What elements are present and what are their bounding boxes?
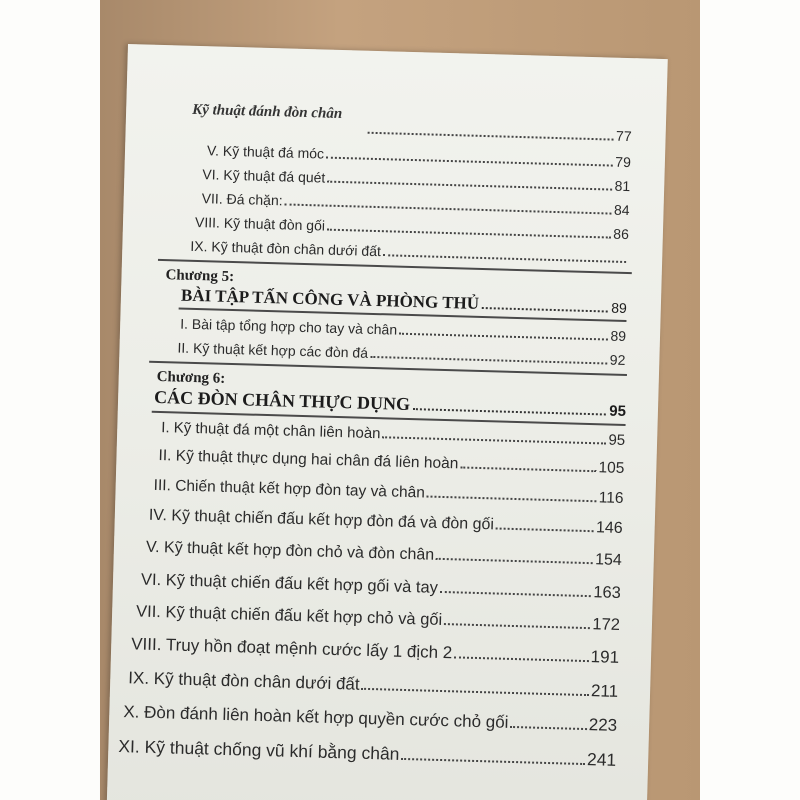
toc-row[interactable]	[146, 539, 622, 570]
toc-page-number: 241	[586, 749, 617, 770]
dot-leader	[284, 196, 612, 215]
toc-page-number: 116	[598, 489, 624, 508]
toc-page-number: 81	[614, 177, 631, 195]
toc-page-number: 89	[610, 327, 627, 345]
toc-entry-label: IV. Kỹ thuật chiến đấu kết hợp đòn đá và đòn gối	[148, 506, 495, 534]
toc-entry-label: VI. Kỹ thuật đá quét	[202, 166, 326, 186]
toc-entry-label: V. Kỹ thuật kết hợp đòn chỏ và đòn chân	[145, 538, 435, 564]
dot-leader	[327, 221, 612, 239]
chapter-5-page: 89	[611, 299, 628, 317]
dot-leader	[368, 124, 615, 141]
dot-leader	[427, 487, 597, 502]
dot-leader	[436, 549, 593, 564]
toc-row[interactable]	[123, 702, 617, 736]
dot-leader	[413, 399, 607, 415]
toc-entry-label: II. Kỹ thuật kết hợp các đòn đá	[177, 339, 369, 361]
dot-leader	[496, 519, 594, 533]
toc-row[interactable]	[202, 166, 630, 194]
dot-leader	[327, 173, 613, 191]
chapter-6-page: 95	[609, 402, 627, 421]
toc-row[interactable]	[158, 447, 624, 478]
toc-row[interactable]	[141, 571, 621, 603]
toc-page-number: 172	[592, 615, 621, 634]
dot-leader	[326, 149, 614, 167]
toc-entry-label: I. Kỹ thuật đá một chân liên hoàn	[161, 419, 381, 443]
toc-entry-label: VII. Đá chặn:	[201, 190, 283, 209]
toc-entry-label: XI. Kỹ thuật chống vũ khí bằng chân	[118, 736, 400, 764]
dot-leader	[440, 582, 592, 597]
dot-leader	[444, 614, 591, 629]
toc-entry-label: II. Kỹ thuật thực dụng hai chân đá liên hoàn	[158, 447, 459, 473]
toc-page-number: 105	[598, 459, 625, 478]
toc-entry-label: VII. Kỹ thuật chiến đấu kết hợp chỏ và gối	[135, 602, 443, 629]
chapter-6-label: Chương 6:	[156, 368, 226, 387]
toc-page-number: 92	[609, 351, 626, 369]
chapter-6-title-row[interactable]	[154, 387, 626, 421]
toc-page-number: 191	[590, 647, 620, 667]
toc-page-number: 95	[608, 431, 626, 450]
chapter-5-title: BÀI TẬP TẤN CÔNG VÀ PHÒNG THỦ	[180, 285, 480, 313]
toc-page-number: 77	[615, 127, 632, 145]
toc-entry-label: IX. Kỹ thuật đòn chân dưới đất	[128, 668, 360, 694]
toc-row-header[interactable]	[366, 121, 632, 144]
toc-entry-label: X. Đòn đánh liên hoàn kết hợp quyền cước chỏ gối	[123, 702, 509, 732]
toc-page-number: 79	[615, 153, 632, 171]
book-page	[106, 44, 668, 800]
dot-leader	[383, 247, 627, 263]
toc-entry-label: IX. Kỹ thuật đòn chân dưới đất	[190, 237, 382, 260]
toc-page-number: 211	[590, 681, 619, 701]
dot-leader	[399, 325, 609, 341]
toc-row[interactable]	[153, 477, 623, 508]
toc-row[interactable]	[180, 316, 626, 344]
section-header: Kỹ thuật đánh đòn chân	[191, 101, 343, 123]
chapter-5-label: Chương 5:	[165, 267, 235, 286]
toc-entry-label: I. Bài tập tổng hợp cho tay và chân	[179, 315, 398, 338]
toc-entry-label: VIII. Truy hồn đoạt mệnh cước lấy 1 địch 2	[130, 634, 453, 663]
toc-page-number: 86	[613, 225, 630, 243]
toc-page-number: 146	[595, 519, 623, 537]
toc-row[interactable]	[149, 507, 623, 538]
dot-leader	[382, 428, 606, 445]
toc-page-number: 163	[593, 583, 622, 602]
dot-leader	[361, 678, 589, 696]
toc-entry-label: VIII. Kỹ thuật đòn gối	[194, 213, 326, 234]
toc-row[interactable]	[136, 602, 620, 635]
toc-page-number: 154	[594, 551, 623, 569]
toc-row[interactable]	[202, 190, 630, 218]
chapter-6-title: CÁC ĐÒN CHÂN THỰC DỤNG	[153, 386, 411, 415]
toc-row[interactable]	[118, 736, 616, 771]
dot-leader	[370, 348, 608, 364]
toc-row[interactable]	[195, 214, 629, 242]
toc-entry-label: VI. Kỹ thuật chiến đấu kết hợp gối và tay	[140, 570, 439, 597]
toc-entry-label: V. Kỹ thuật đá móc	[206, 142, 325, 162]
toc-row[interactable]	[131, 634, 619, 668]
dot-leader	[401, 748, 585, 765]
dot-leader	[460, 458, 596, 472]
toc-row[interactable]	[207, 142, 631, 170]
dot-leader	[454, 647, 589, 662]
toc-row[interactable]	[128, 668, 618, 702]
toc-page-number: 223	[588, 715, 618, 735]
dot-leader	[510, 717, 587, 730]
dot-leader	[482, 298, 608, 312]
toc-page-number: 84	[613, 201, 630, 219]
toc-entry-label: III. Chiến thuật kết hợp đòn tay và chân	[153, 476, 426, 502]
